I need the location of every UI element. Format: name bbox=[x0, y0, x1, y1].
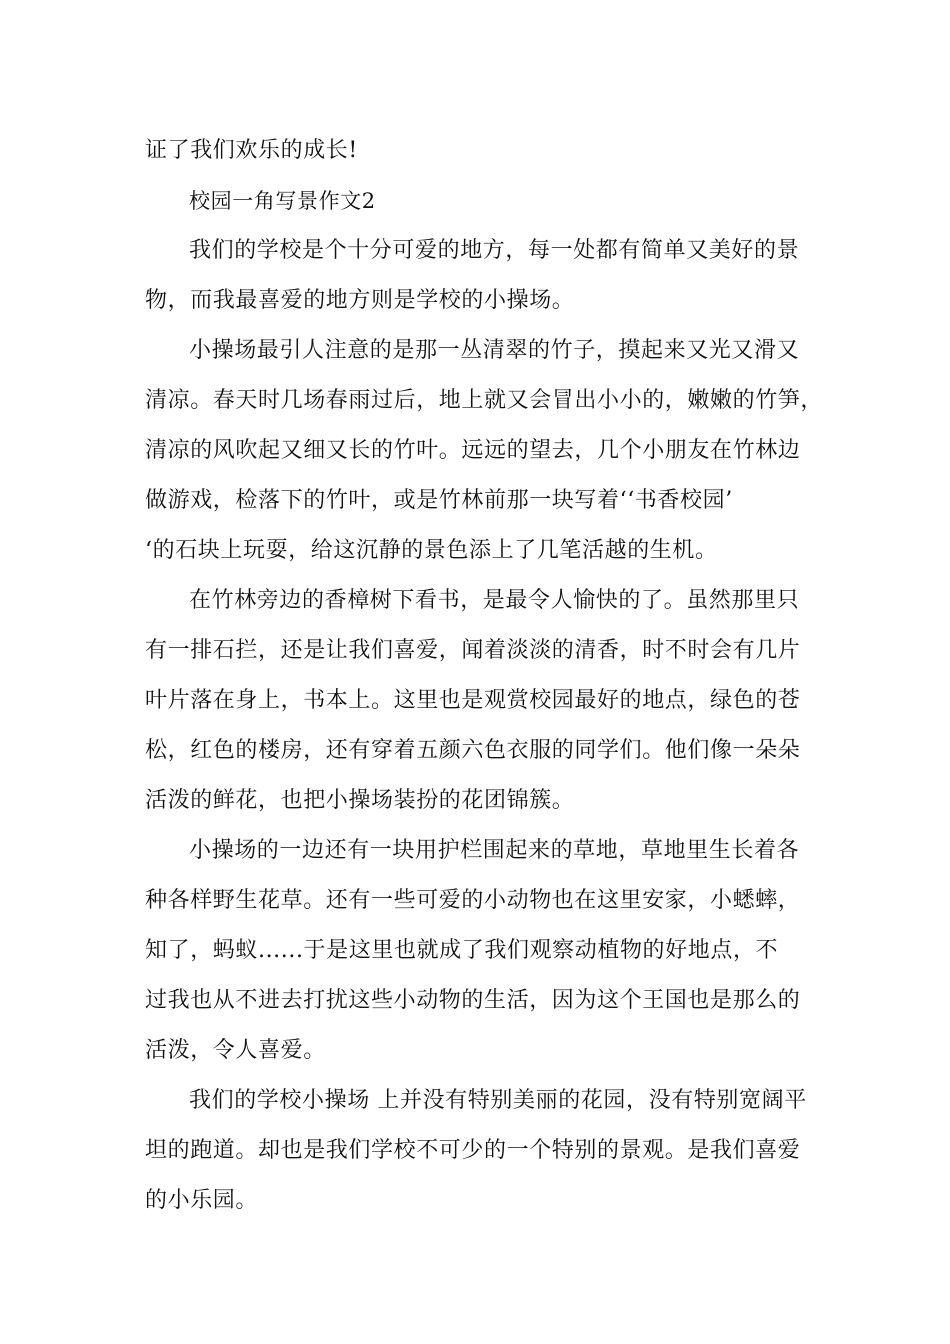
text-line: 种各样野生花草。还有一些可爱的小动物也在这里安家，小蟋蟀， bbox=[145, 888, 801, 913]
text-line: 做游戏，检落下的竹叶，或是竹林前那一块写着‘‘书香校园’ bbox=[145, 488, 733, 513]
text-line: 叶片落在身上，书本上。这里也是观赏校园最好的地点，绿色的苍 bbox=[145, 688, 801, 713]
text-line: 我们的学校是个十分可爱的地方，每一处都有简单又美好的景 bbox=[189, 238, 800, 263]
text-line: 活泼的鲜花，也把小操场装扮的花团锦簇。 bbox=[145, 788, 575, 813]
text-line: 有一排石拦，还是让我们喜爱，闻着淡淡的清香，时不时会有几片 bbox=[145, 638, 801, 663]
text-line: 的小乐园。 bbox=[145, 1188, 259, 1213]
text-line: 小操场的一边还有一块用护栏围起来的草地，草地里生长着各 bbox=[189, 838, 800, 863]
text-line: 证了我们欢乐的成长! bbox=[145, 138, 358, 163]
text-line: 知了，蚂蚁......于是这里也就成了我们观察动植物的好地点，不 bbox=[145, 938, 779, 963]
text-line: 清凉的风吹起又细又长的竹叶。远远的望去，几个小朋友在竹林边 bbox=[145, 438, 801, 463]
text-line: 我们的学校小操场 上并没有特别美丽的花园，没有特别宽阔平 bbox=[189, 1088, 807, 1113]
text-line: 物，而我最喜爱的地方则是学校的小操场。 bbox=[145, 288, 575, 313]
text-line: 松，红色的楼房，还有穿着五颜六色衣服的同学们。他们像一朵朵 bbox=[145, 738, 801, 763]
text-line: 清凉。春天时几场春雨过后，地上就又会冒出小小的，嫩嫩的竹笋， bbox=[145, 388, 824, 413]
text-line: 小操场最引人注意的是那一丛清翠的竹子，摸起来又光又滑又 bbox=[189, 338, 800, 363]
text-line: 过我也从不进去打扰这些小动物的生活，因为这个王国也是那么的 bbox=[145, 988, 801, 1013]
text-line: 活泼，令人喜爱。 bbox=[145, 1038, 326, 1063]
text-line: ‘的石块上玩耍，给这沉静的景色添上了几笔活越的生机。 bbox=[145, 538, 718, 563]
section-title: 校园一角写景作文2 bbox=[189, 189, 376, 213]
text-line: 坦的跑道。却也是我们学校不可少的一个特别的景观。是我们喜爱 bbox=[145, 1138, 801, 1163]
text-line: 在竹林旁边的香樟树下看书，是最令人愉快的了。虽然那里只 bbox=[189, 588, 800, 613]
